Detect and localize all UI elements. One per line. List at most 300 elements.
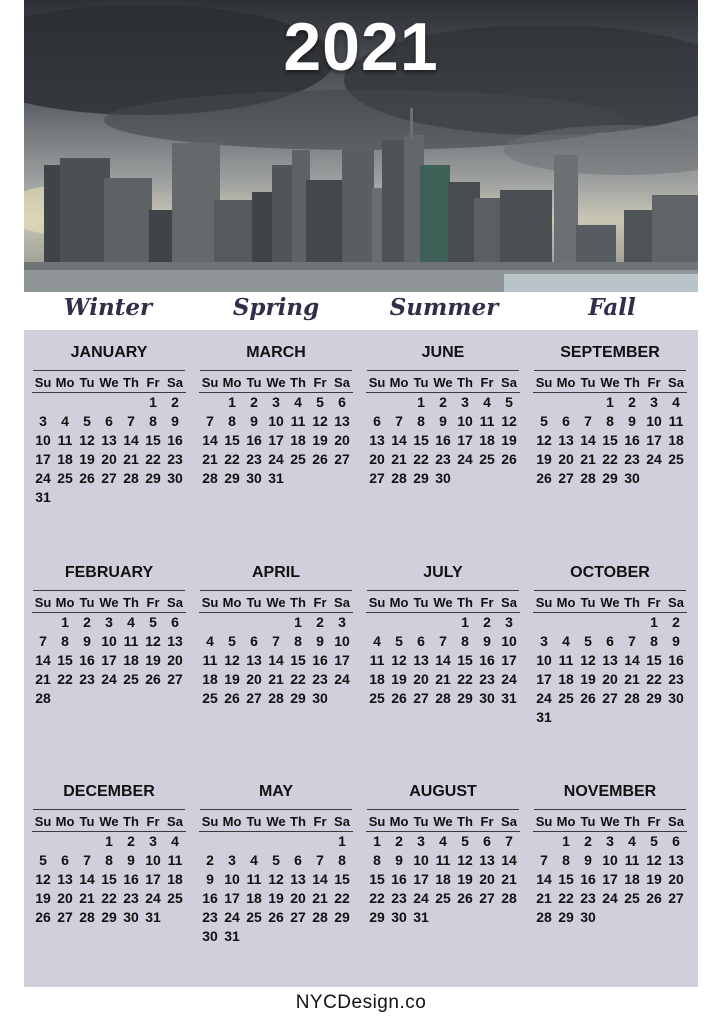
month-grid [533,813,687,927]
day-cell: 8 [105,852,113,868]
day-cell: 31 [145,909,161,925]
day-cell: 9 [395,852,403,868]
day-cell: 5 [540,413,548,429]
day-cell: 26 [646,890,662,906]
day-cell: 3 [39,413,47,429]
day-cell: 8 [228,413,236,429]
weekday-label: We [599,594,621,613]
day-cell: 4 [294,394,302,410]
day-cell: 14 [79,871,95,887]
day-cell: 2 [584,833,592,849]
weekday-label: Mo [555,374,577,393]
day-cell: 2 [483,614,491,630]
day-cell: 10 [224,871,240,887]
day-cell: 4 [61,413,69,429]
empty-day [265,613,287,632]
day-cell: 13 [413,652,429,668]
weekday-label: Sa [164,813,186,832]
day-cell: 3 [105,614,113,630]
day-cell: 19 [145,652,161,668]
day-cell: 14 [268,652,284,668]
day-cell: 14 [312,871,328,887]
day-cell: 20 [167,652,183,668]
day-cell: 8 [149,413,157,429]
empty-day [76,393,98,412]
day-cell: 27 [167,671,183,687]
day-cell: 11 [558,652,574,668]
weekday-label: Fr [142,594,164,613]
day-cell: 13 [290,871,306,887]
day-cell: 21 [501,871,517,887]
day-cell: 4 [672,394,680,410]
day-cell: 27 [413,690,429,706]
weekday-label: Su [32,594,54,613]
day-cell: 23 [167,451,183,467]
day-cell: 22 [145,451,161,467]
day-cell: 24 [501,671,517,687]
day-cell: 31 [536,709,552,725]
weekday-label: Su [366,594,388,613]
day-cell: 10 [646,413,662,429]
empty-day [199,393,221,412]
empty-day [221,832,243,851]
day-cell: 21 [624,671,640,687]
weekday-label: Tu [243,813,265,832]
empty-day [621,613,643,632]
day-cell: 12 [268,871,284,887]
weekday-label: Fr [476,374,498,393]
month-divider [200,809,352,810]
day-cell: 6 [483,833,491,849]
weekday-label: Th [454,594,476,613]
weekday-label: We [432,594,454,613]
weekday-label: Sa [665,594,687,613]
day-cell: 29 [602,470,618,486]
weekday-label: Mo [221,374,243,393]
day-cell: 23 [435,451,451,467]
day-cell: 28 [580,470,596,486]
day-cell: 8 [61,633,69,649]
weekday-label: Sa [331,594,353,613]
weekday-label: We [98,594,120,613]
day-cell: 11 [167,852,183,868]
day-cell: 2 [316,614,324,630]
day-cell: 1 [562,833,570,849]
empty-day [76,832,98,851]
day-cell: 24 [101,671,117,687]
day-cell: 20 [334,432,350,448]
day-cell: 30 [202,928,218,944]
weekday-label: Tu [243,374,265,393]
day-cell: 2 [672,614,680,630]
day-cell: 23 [123,890,139,906]
day-cell: 9 [584,852,592,868]
season-label-summer: Summer [389,294,499,321]
day-cell: 13 [57,871,73,887]
day-cell: 6 [373,413,381,429]
day-cell: 20 [57,890,73,906]
day-cell: 18 [668,432,684,448]
day-cell: 19 [35,890,51,906]
day-cell: 13 [479,852,495,868]
day-cell: 14 [501,852,517,868]
month-divider [33,809,185,810]
day-cell: 11 [479,413,495,429]
month-grid [199,594,353,708]
day-cell: 3 [338,614,346,630]
day-cell: 27 [101,470,117,486]
day-cell: 19 [268,890,284,906]
day-cell: 3 [417,833,425,849]
day-cell: 28 [312,909,328,925]
day-cell: 11 [369,652,385,668]
weekday-label: Sa [498,594,520,613]
day-cell: 7 [505,833,513,849]
day-cell: 28 [79,909,95,925]
day-cell: 4 [628,833,636,849]
day-cell: 5 [83,413,91,429]
month-divider [200,590,352,591]
day-cell: 16 [391,871,407,887]
day-cell: 20 [246,671,262,687]
year-title: 2021 [283,9,439,85]
day-cell: 8 [606,413,614,429]
day-cell: 27 [558,470,574,486]
day-cell: 24 [145,890,161,906]
day-cell: 1 [417,394,425,410]
weekday-label: Mo [54,374,76,393]
month-divider [534,590,686,591]
month-grid [366,813,520,927]
day-cell: 19 [457,871,473,887]
day-cell: 30 [435,470,451,486]
calendar-panel [24,330,698,987]
empty-day [577,393,599,412]
month-november [532,781,688,981]
weekday-label: Mo [388,594,410,613]
day-cell: 25 [558,690,574,706]
day-cell: 27 [246,690,262,706]
weekday-label: Mo [221,813,243,832]
day-cell: 27 [668,890,684,906]
day-cell: 9 [206,871,214,887]
weekday-label: We [265,374,287,393]
month-june [365,342,521,542]
weekday-label: Mo [221,594,243,613]
weekday-label: Fr [142,374,164,393]
day-cell: 3 [505,614,513,630]
empty-day [32,613,54,632]
month-december [31,781,187,981]
day-cell: 12 [646,852,662,868]
day-cell: 24 [224,909,240,925]
day-cell: 17 [602,871,618,887]
weekday-label: Mo [555,594,577,613]
day-cell: 26 [145,671,161,687]
day-cell: 16 [435,432,451,448]
day-cell: 1 [606,394,614,410]
day-cell: 22 [334,890,350,906]
day-cell: 12 [224,652,240,668]
season-label-fall: Fall [588,294,636,321]
day-cell: 26 [224,690,240,706]
day-cell: 11 [202,652,218,668]
day-cell: 18 [624,871,640,887]
day-cell: 26 [35,909,51,925]
weekday-label: Tu [410,594,432,613]
weekday-label: We [432,813,454,832]
month-grid [32,594,186,708]
day-cell: 8 [294,633,302,649]
day-cell: 3 [540,633,548,649]
day-cell: 1 [461,614,469,630]
weekday-label: Su [32,813,54,832]
day-cell: 4 [483,394,491,410]
day-cell: 12 [391,652,407,668]
month-october [532,562,688,762]
day-cell: 23 [479,671,495,687]
weekday-label: Th [621,594,643,613]
day-cell: 8 [373,852,381,868]
day-cell: 9 [127,852,135,868]
day-cell: 6 [294,852,302,868]
empty-day [120,393,142,412]
day-cell: 19 [312,432,328,448]
day-cell: 13 [602,652,618,668]
month-grid [366,594,520,708]
weekday-label: Tu [410,374,432,393]
day-cell: 23 [312,671,328,687]
day-cell: 10 [268,413,284,429]
day-cell: 26 [391,690,407,706]
day-cell: 7 [628,633,636,649]
day-cell: 10 [413,852,429,868]
day-cell: 29 [290,690,306,706]
day-cell: 18 [57,451,73,467]
day-cell: 13 [334,413,350,429]
empty-day [599,613,621,632]
day-cell: 16 [202,890,218,906]
day-cell: 25 [202,690,218,706]
day-cell: 25 [369,690,385,706]
month-title: FEBRUARY [64,564,154,581]
day-cell: 23 [202,909,218,925]
day-cell: 13 [246,652,262,668]
empty-day [54,393,76,412]
day-cell: 10 [602,852,618,868]
day-cell: 30 [479,690,495,706]
day-cell: 5 [584,633,592,649]
weekday-label: Th [454,813,476,832]
day-cell: 24 [602,890,618,906]
day-cell: 23 [668,671,684,687]
day-cell: 7 [439,633,447,649]
day-cell: 13 [369,432,385,448]
day-cell: 27 [334,451,350,467]
day-cell: 17 [646,432,662,448]
day-cell: 30 [391,909,407,925]
day-cell: 4 [171,833,179,849]
day-cell: 28 [35,690,51,706]
day-cell: 10 [35,432,51,448]
weekday-label: Fr [643,374,665,393]
day-cell: 17 [145,871,161,887]
day-cell: 5 [395,633,403,649]
day-cell: 24 [268,451,284,467]
weekday-label: Tu [76,594,98,613]
day-cell: 25 [290,451,306,467]
day-cell: 8 [417,413,425,429]
day-cell: 16 [246,432,262,448]
day-cell: 2 [127,833,135,849]
empty-day [533,613,555,632]
day-cell: 13 [668,852,684,868]
day-cell: 26 [536,470,552,486]
day-cell: 7 [272,633,280,649]
skyline-photo [24,0,698,292]
day-cell: 2 [250,394,258,410]
month-title: SEPTEMBER [560,344,660,361]
day-cell: 9 [316,633,324,649]
weekday-label: Fr [309,813,331,832]
day-cell: 23 [580,890,596,906]
weekday-label: Tu [410,813,432,832]
month-title: JUNE [421,344,465,361]
empty-day [199,613,221,632]
day-cell: 2 [439,394,447,410]
day-cell: 22 [646,671,662,687]
empty-day [366,393,388,412]
day-cell: 16 [123,871,139,887]
day-cell: 22 [369,890,385,906]
day-cell: 4 [373,633,381,649]
day-cell: 20 [413,671,429,687]
day-cell: 24 [413,890,429,906]
day-cell: 29 [224,470,240,486]
day-cell: 21 [536,890,552,906]
weekday-label: Su [533,594,555,613]
day-cell: 30 [167,470,183,486]
day-cell: 4 [250,852,258,868]
month-grid [366,374,520,488]
day-cell: 30 [123,909,139,925]
empty-day [533,832,555,851]
month-title: JANUARY [70,344,148,361]
day-cell: 24 [457,451,473,467]
day-cell: 6 [417,633,425,649]
day-cell: 27 [479,890,495,906]
empty-day [555,613,577,632]
empty-day [410,613,432,632]
empty-day [199,832,221,851]
empty-day [243,832,265,851]
day-cell: 22 [558,890,574,906]
day-cell: 27 [369,470,385,486]
day-cell: 23 [624,451,640,467]
month-title: APRIL [252,564,300,581]
day-cell: 16 [312,652,328,668]
day-cell: 24 [35,470,51,486]
weekday-label: Su [366,374,388,393]
day-cell: 21 [580,451,596,467]
day-cell: 19 [501,432,517,448]
weekday-label: Sa [164,594,186,613]
day-cell: 26 [501,451,517,467]
month-february [31,562,187,762]
empty-day [555,393,577,412]
weekday-label: Tu [577,374,599,393]
season-label-spring: Spring [232,294,320,321]
day-cell: 31 [35,489,51,505]
month-divider [367,809,519,810]
day-cell: 12 [79,432,95,448]
weekday-label: We [599,374,621,393]
day-cell: 22 [457,671,473,687]
day-cell: 3 [272,394,280,410]
empty-day [366,613,388,632]
empty-day [388,613,410,632]
day-cell: 16 [167,432,183,448]
day-cell: 19 [580,671,596,687]
month-august [365,781,521,981]
month-divider [534,370,686,371]
month-divider [33,370,185,371]
empty-day [388,393,410,412]
day-cell: 3 [149,833,157,849]
day-cell: 29 [413,470,429,486]
day-cell: 27 [290,909,306,925]
weekday-label: We [98,374,120,393]
season-labels [24,292,698,330]
weekday-label: Tu [577,813,599,832]
day-cell: 8 [562,852,570,868]
day-cell: 13 [101,432,117,448]
empty-day [432,613,454,632]
day-cell: 21 [391,451,407,467]
day-cell: 9 [250,413,258,429]
day-cell: 12 [536,432,552,448]
weekday-label: Mo [54,813,76,832]
day-cell: 8 [338,852,346,868]
day-cell: 9 [628,413,636,429]
day-cell: 11 [435,852,451,868]
day-cell: 5 [650,833,658,849]
day-cell: 20 [602,671,618,687]
day-cell: 24 [646,451,662,467]
day-cell: 10 [501,633,517,649]
day-cell: 31 [224,928,240,944]
month-april [198,562,354,762]
day-cell: 25 [435,890,451,906]
day-cell: 6 [606,633,614,649]
day-cell: 16 [479,652,495,668]
weekday-label: Sa [498,374,520,393]
day-cell: 14 [391,432,407,448]
weekday-label: Sa [331,374,353,393]
day-cell: 25 [624,890,640,906]
day-cell: 19 [646,871,662,887]
weekday-label: Fr [309,594,331,613]
weekday-label: Th [287,374,309,393]
day-cell: 31 [501,690,517,706]
day-cell: 10 [536,652,552,668]
day-cell: 14 [202,432,218,448]
day-cell: 28 [624,690,640,706]
day-cell: 23 [391,890,407,906]
weekday-label: Th [120,374,142,393]
weekday-label: Tu [577,594,599,613]
day-cell: 1 [105,833,113,849]
